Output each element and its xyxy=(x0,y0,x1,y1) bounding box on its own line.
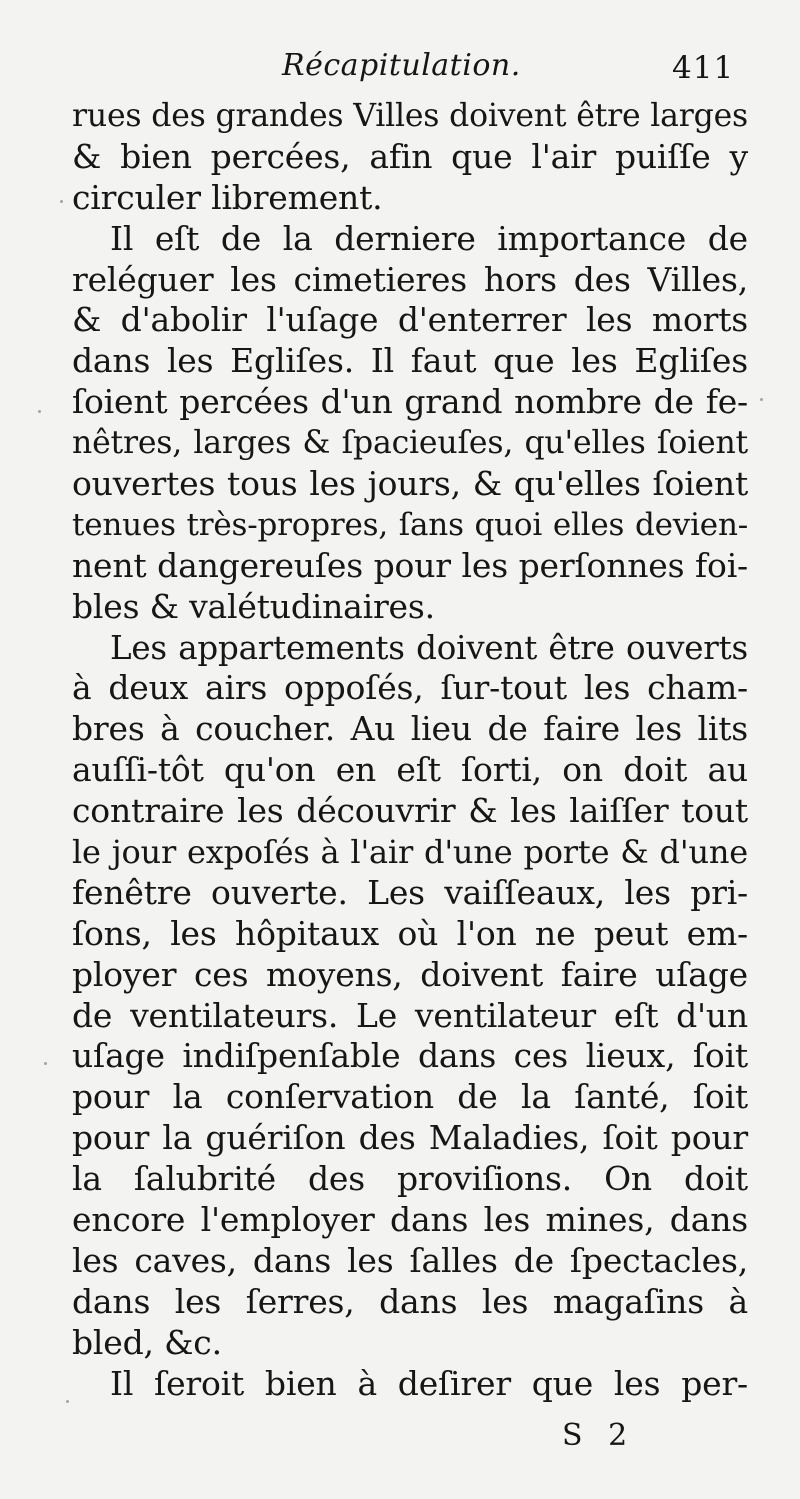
text-line: encore l'employer dans les mines, dans xyxy=(72,1200,748,1240)
text-line: à deux airs oppoſés, ſur-tout les cham- xyxy=(72,668,748,708)
text-line: Les appartements doivent être ouverts xyxy=(110,628,748,667)
text-line: circuler librement. xyxy=(72,177,383,217)
text-line: & bien percées, afin que l'air puiſſe y xyxy=(72,136,748,176)
text-line: nent dangereuſes pour les perſonnes foi- xyxy=(72,545,748,585)
text-line: ouvertes tous les jours, & qu'elles ſoient xyxy=(72,464,748,504)
text-line: ſoient percées d'un grand nombre de fe- xyxy=(72,382,748,422)
text-line: bled, &c. xyxy=(72,1322,222,1362)
print-speck xyxy=(760,398,763,401)
text-line: & d'abolir l'uſage d'enterrer les morts xyxy=(72,300,748,340)
text-line: bres à coucher. Au lieu de faire les lits xyxy=(72,709,748,749)
page-number: 411 xyxy=(672,50,735,86)
page-header xyxy=(0,44,800,88)
text-line: pour la conſervation de la ſanté, ſoit xyxy=(72,1077,748,1117)
text-line: fenêtre ouverte. Les vaiſſeaux, les pri- xyxy=(72,872,748,912)
text-line: bles & valétudinaires. xyxy=(72,586,435,626)
print-speck xyxy=(38,410,41,413)
text-line: contraire les découvrir & les laiſſer tout xyxy=(72,791,748,831)
text-line: auſſi-tôt qu'on en eſt ſorti, on doit au xyxy=(72,750,748,790)
text-line: de ventilateurs. Le ventilateur eſt d'un xyxy=(72,995,748,1035)
signature-mark: S 2 xyxy=(562,1418,636,1453)
print-speck xyxy=(66,1400,69,1403)
text-line: uſage indiſpenſable dans ces lieux, ſoit xyxy=(72,1036,748,1076)
text-line: reléguer les cimetieres hors des Villes, xyxy=(72,259,748,299)
text-line: les caves, dans les ſalles de ſpectacles, xyxy=(72,1240,748,1280)
text-line: ſons, les hôpitaux où l'on ne peut em- xyxy=(72,913,748,953)
running-title: Récapitulation. xyxy=(282,48,521,83)
body-text xyxy=(72,96,748,1405)
text-line: la ſalubrité des proviſions. On doit xyxy=(72,1159,748,1199)
text-line: tenues très-propres, ſans quoi elles devien- xyxy=(72,506,748,543)
text-line: dans les Egliſes. Il faut que les Egliſes xyxy=(72,341,748,381)
text-line: dans les ſerres, dans les magaſins à xyxy=(72,1281,748,1321)
text-line: ployer ces moyens, doivent faire uſage xyxy=(72,954,748,994)
print-speck xyxy=(60,200,63,203)
text-line: le jour expoſés à l'air d'une porte & d'une xyxy=(72,833,748,872)
text-line: rues des grandes Villes doivent être larges xyxy=(72,98,748,134)
text-line: Il eſt de la derniere importance de xyxy=(110,218,748,258)
text-line: Il ſeroit bien à deſirer que les per- xyxy=(110,1363,748,1403)
print-speck xyxy=(44,1062,47,1065)
text-line: pour la guériſon des Maladies, ſoit pour xyxy=(72,1118,748,1158)
text-line: nêtres, larges & ſpacieuſes, qu'elles ſoient xyxy=(72,425,748,462)
